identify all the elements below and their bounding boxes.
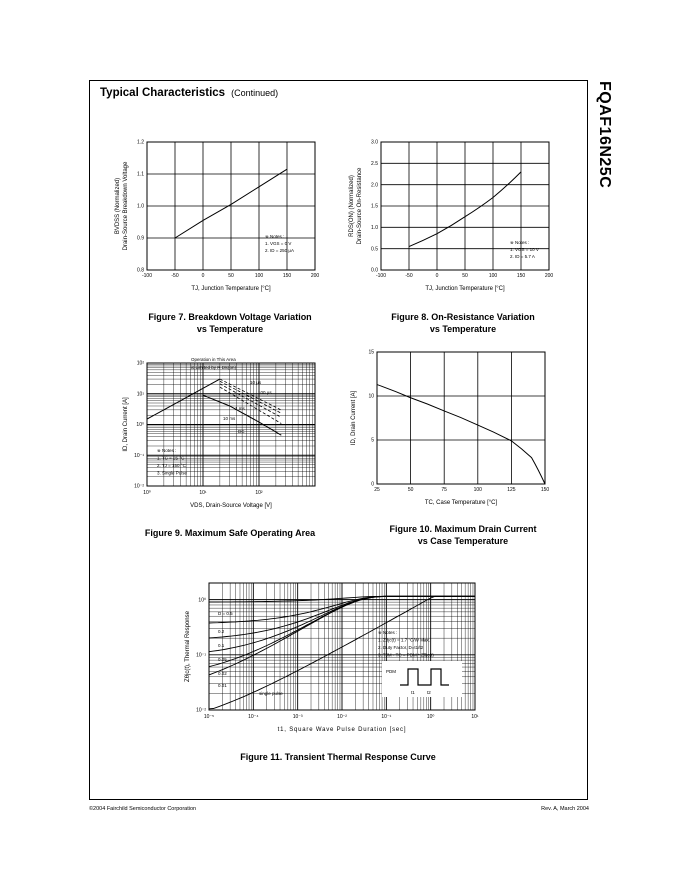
x-axis-label: VDS, Drain-Source Voltage [V] xyxy=(190,503,272,509)
y-axis-label: Zθjc(t), Thermal Response xyxy=(185,611,191,682)
series-label: 0.2 xyxy=(218,629,225,634)
section-title: Typical Characteristics (Continued) xyxy=(100,87,279,99)
y-tick-label: 1.5 xyxy=(371,203,378,210)
notes-text: 2. ID = 5.7 A xyxy=(510,254,535,259)
x-tick-label: 0 xyxy=(435,273,439,279)
x-tick-label: 10⁻⁵ xyxy=(203,714,215,720)
chart-fig10-max-drain-current xyxy=(350,345,590,515)
notes-text: ※ Notes : xyxy=(378,630,398,635)
y-tick-label: 1.1 xyxy=(137,171,144,178)
x-axis-label: t1, Square Wave Pulse Duration [sec] xyxy=(277,727,407,733)
x-tick-label: 200 xyxy=(544,273,554,279)
x-tick-label: 50 xyxy=(228,273,234,279)
y-tick-label: 1.0 xyxy=(137,203,144,210)
y-tick-label: 10⁻² xyxy=(134,483,144,490)
notes-text: ※ Notes : xyxy=(265,234,285,239)
notes-text: 2. TJ = 150 °C xyxy=(157,463,186,468)
chart-fig8-on-resistance xyxy=(350,138,590,308)
x-tick-label: -100 xyxy=(141,273,153,279)
inset-label: PDM xyxy=(386,669,396,674)
curve-label: 10 μs xyxy=(250,380,262,385)
y-tick-label: 10⁰ xyxy=(198,597,206,604)
footer-revision: Rev. A, March 2004 xyxy=(541,806,589,812)
y-tick-label: 1.0 xyxy=(371,225,378,232)
notes-text: 1. TC = 25 °C xyxy=(157,455,185,461)
x-tick-label: 100 xyxy=(254,273,264,279)
chart-fig7-breakdown-voltage xyxy=(110,138,350,308)
x-tick-label: 10¹ xyxy=(199,490,207,496)
y-tick-label: 2.0 xyxy=(371,182,378,189)
x-axis-label: TC, Case Temperature [°C] xyxy=(424,500,498,506)
x-tick-label: 50 xyxy=(407,487,414,493)
x-tick-label: 150 xyxy=(282,273,292,279)
y-tick-label: 1.2 xyxy=(137,139,144,146)
annotation-text: is Limited by R DS(on) xyxy=(191,365,237,370)
footer-copyright: ©2004 Fairchild Semiconductor Corporation xyxy=(89,806,197,812)
y-tick-label: 10¹ xyxy=(136,391,144,398)
y-tick-label: 2.5 xyxy=(371,161,378,168)
x-tick-label: 10⁻³ xyxy=(292,714,303,720)
x-tick-label: -50 xyxy=(405,273,413,279)
notes-text: ※ Notes : xyxy=(510,240,530,245)
y-tick-label: 15 xyxy=(368,349,374,356)
caption-fig10: Figure 10. Maximum Drain Current vs Case Temperature xyxy=(389,524,537,546)
caption-fig9: Figure 9. Maximum Safe Operating Area xyxy=(144,528,316,538)
inset-label: t1 xyxy=(411,690,415,695)
x-tick-label: 50 xyxy=(462,273,468,279)
x-tick-label: 100 xyxy=(473,487,482,493)
inset-label: t2 xyxy=(427,690,431,695)
notes-text: 1. Zθjc(t) = 1.7 °C/W Max. xyxy=(378,637,430,643)
x-tick-label: 150 xyxy=(540,487,550,493)
x-tick-label: -50 xyxy=(171,273,179,279)
data-series-line xyxy=(147,379,220,419)
notes-text: 1. VGS = 0 V xyxy=(265,241,292,246)
curve-label: 10 ms xyxy=(223,416,236,421)
y-tick-label: 0 xyxy=(371,481,374,488)
x-tick-label: 10⁻¹ xyxy=(381,714,392,720)
x-tick-label: 150 xyxy=(516,273,526,279)
section-subtitle: (Continued) xyxy=(231,88,279,98)
x-tick-label: 125 xyxy=(507,487,516,493)
notes-text: 2. Duty Factor, D=t1/t2 xyxy=(378,645,424,650)
y-axis-label-line1: RDS(ON) (Normalized) xyxy=(349,175,355,237)
curve-label: 1 ms xyxy=(235,406,245,411)
chart-fig11-thermal-response xyxy=(175,577,505,737)
x-tick-label: 10⁰ xyxy=(426,714,435,720)
x-tick-label: 100 xyxy=(488,273,498,279)
part-number: FQAF16N25C xyxy=(596,81,613,189)
y-tick-label: 3.0 xyxy=(371,139,378,146)
x-axis-label: TJ, Junction Temperature [°C] xyxy=(191,286,271,292)
y-axis-label-line2: Drain-Source Breakdown Voltage xyxy=(123,161,129,251)
y-axis-label-line1: BVDSS (Normalized) xyxy=(115,177,121,235)
notes-text: 3. Single Pulse xyxy=(157,470,188,476)
y-tick-label: 0.8 xyxy=(137,267,144,274)
x-tick-label: 10¹ xyxy=(471,714,479,720)
y-axis-label-line2: Drain-Source On-Resistance xyxy=(357,167,363,245)
y-tick-label: 10⁻¹ xyxy=(134,452,144,459)
x-tick-label: 75 xyxy=(441,487,447,493)
y-tick-label: 10² xyxy=(136,360,144,367)
x-tick-label: 10⁻² xyxy=(337,714,347,720)
data-series-line xyxy=(377,385,545,484)
annotation-text: Operation in This Area xyxy=(191,357,236,362)
x-tick-label: 25 xyxy=(374,487,380,493)
x-tick-label: 10⁻⁴ xyxy=(248,714,259,720)
y-tick-label: 5 xyxy=(371,437,374,444)
notes-text: 3. TJM - TC = PDM * Zθjc(t) xyxy=(378,652,434,658)
pulse-inset-bg xyxy=(382,661,462,697)
y-tick-label: 10⁻² xyxy=(196,707,206,714)
y-tick-label: 0.5 xyxy=(371,246,378,253)
caption-fig7: Figure 7. Breakdown Voltage Variation vs Temperature xyxy=(148,312,312,334)
x-tick-label: 10⁰ xyxy=(143,490,151,496)
series-label: 0.1 xyxy=(218,643,225,648)
notes-text: 2. ID = 250 μA xyxy=(265,248,294,253)
series-label: 0.02 xyxy=(218,671,227,676)
series-label: 0.01 xyxy=(218,683,227,688)
series-label: 0.05 xyxy=(218,657,227,662)
x-tick-label: -100 xyxy=(375,273,387,279)
notes-text: 1. VGS = 10 V xyxy=(510,247,539,252)
y-tick-label: 10⁻¹ xyxy=(196,652,206,659)
series-label: D = 0.5 xyxy=(218,611,233,616)
x-tick-label: 200 xyxy=(310,273,320,279)
curve-label: DC xyxy=(238,429,245,434)
x-tick-label: 10² xyxy=(255,490,263,496)
y-tick-label: 0.9 xyxy=(137,235,144,242)
series-label: single pulse xyxy=(259,691,283,696)
y-axis-label: ID, Drain Current [A] xyxy=(351,390,357,446)
notes-text: ※ Notes : xyxy=(157,448,177,453)
x-tick-label: 0 xyxy=(201,273,205,279)
y-tick-label: 0.0 xyxy=(371,267,378,274)
pulse-limit-curve xyxy=(220,381,281,413)
caption-fig11: Figure 11. Transient Thermal Response Curve xyxy=(240,752,436,762)
y-tick-label: 10 xyxy=(368,393,374,400)
caption-fig8: Figure 8. On-Resistance Variation vs Temperature xyxy=(391,312,535,334)
chart-fig9-safe-operating-area xyxy=(110,348,350,518)
curve-label: 100 μs xyxy=(258,390,272,395)
y-tick-label: 10⁰ xyxy=(136,422,144,429)
x-axis-label: TJ, Junction Temperature [°C] xyxy=(425,286,505,292)
y-axis-label: ID, Drain Current [A] xyxy=(123,397,129,452)
